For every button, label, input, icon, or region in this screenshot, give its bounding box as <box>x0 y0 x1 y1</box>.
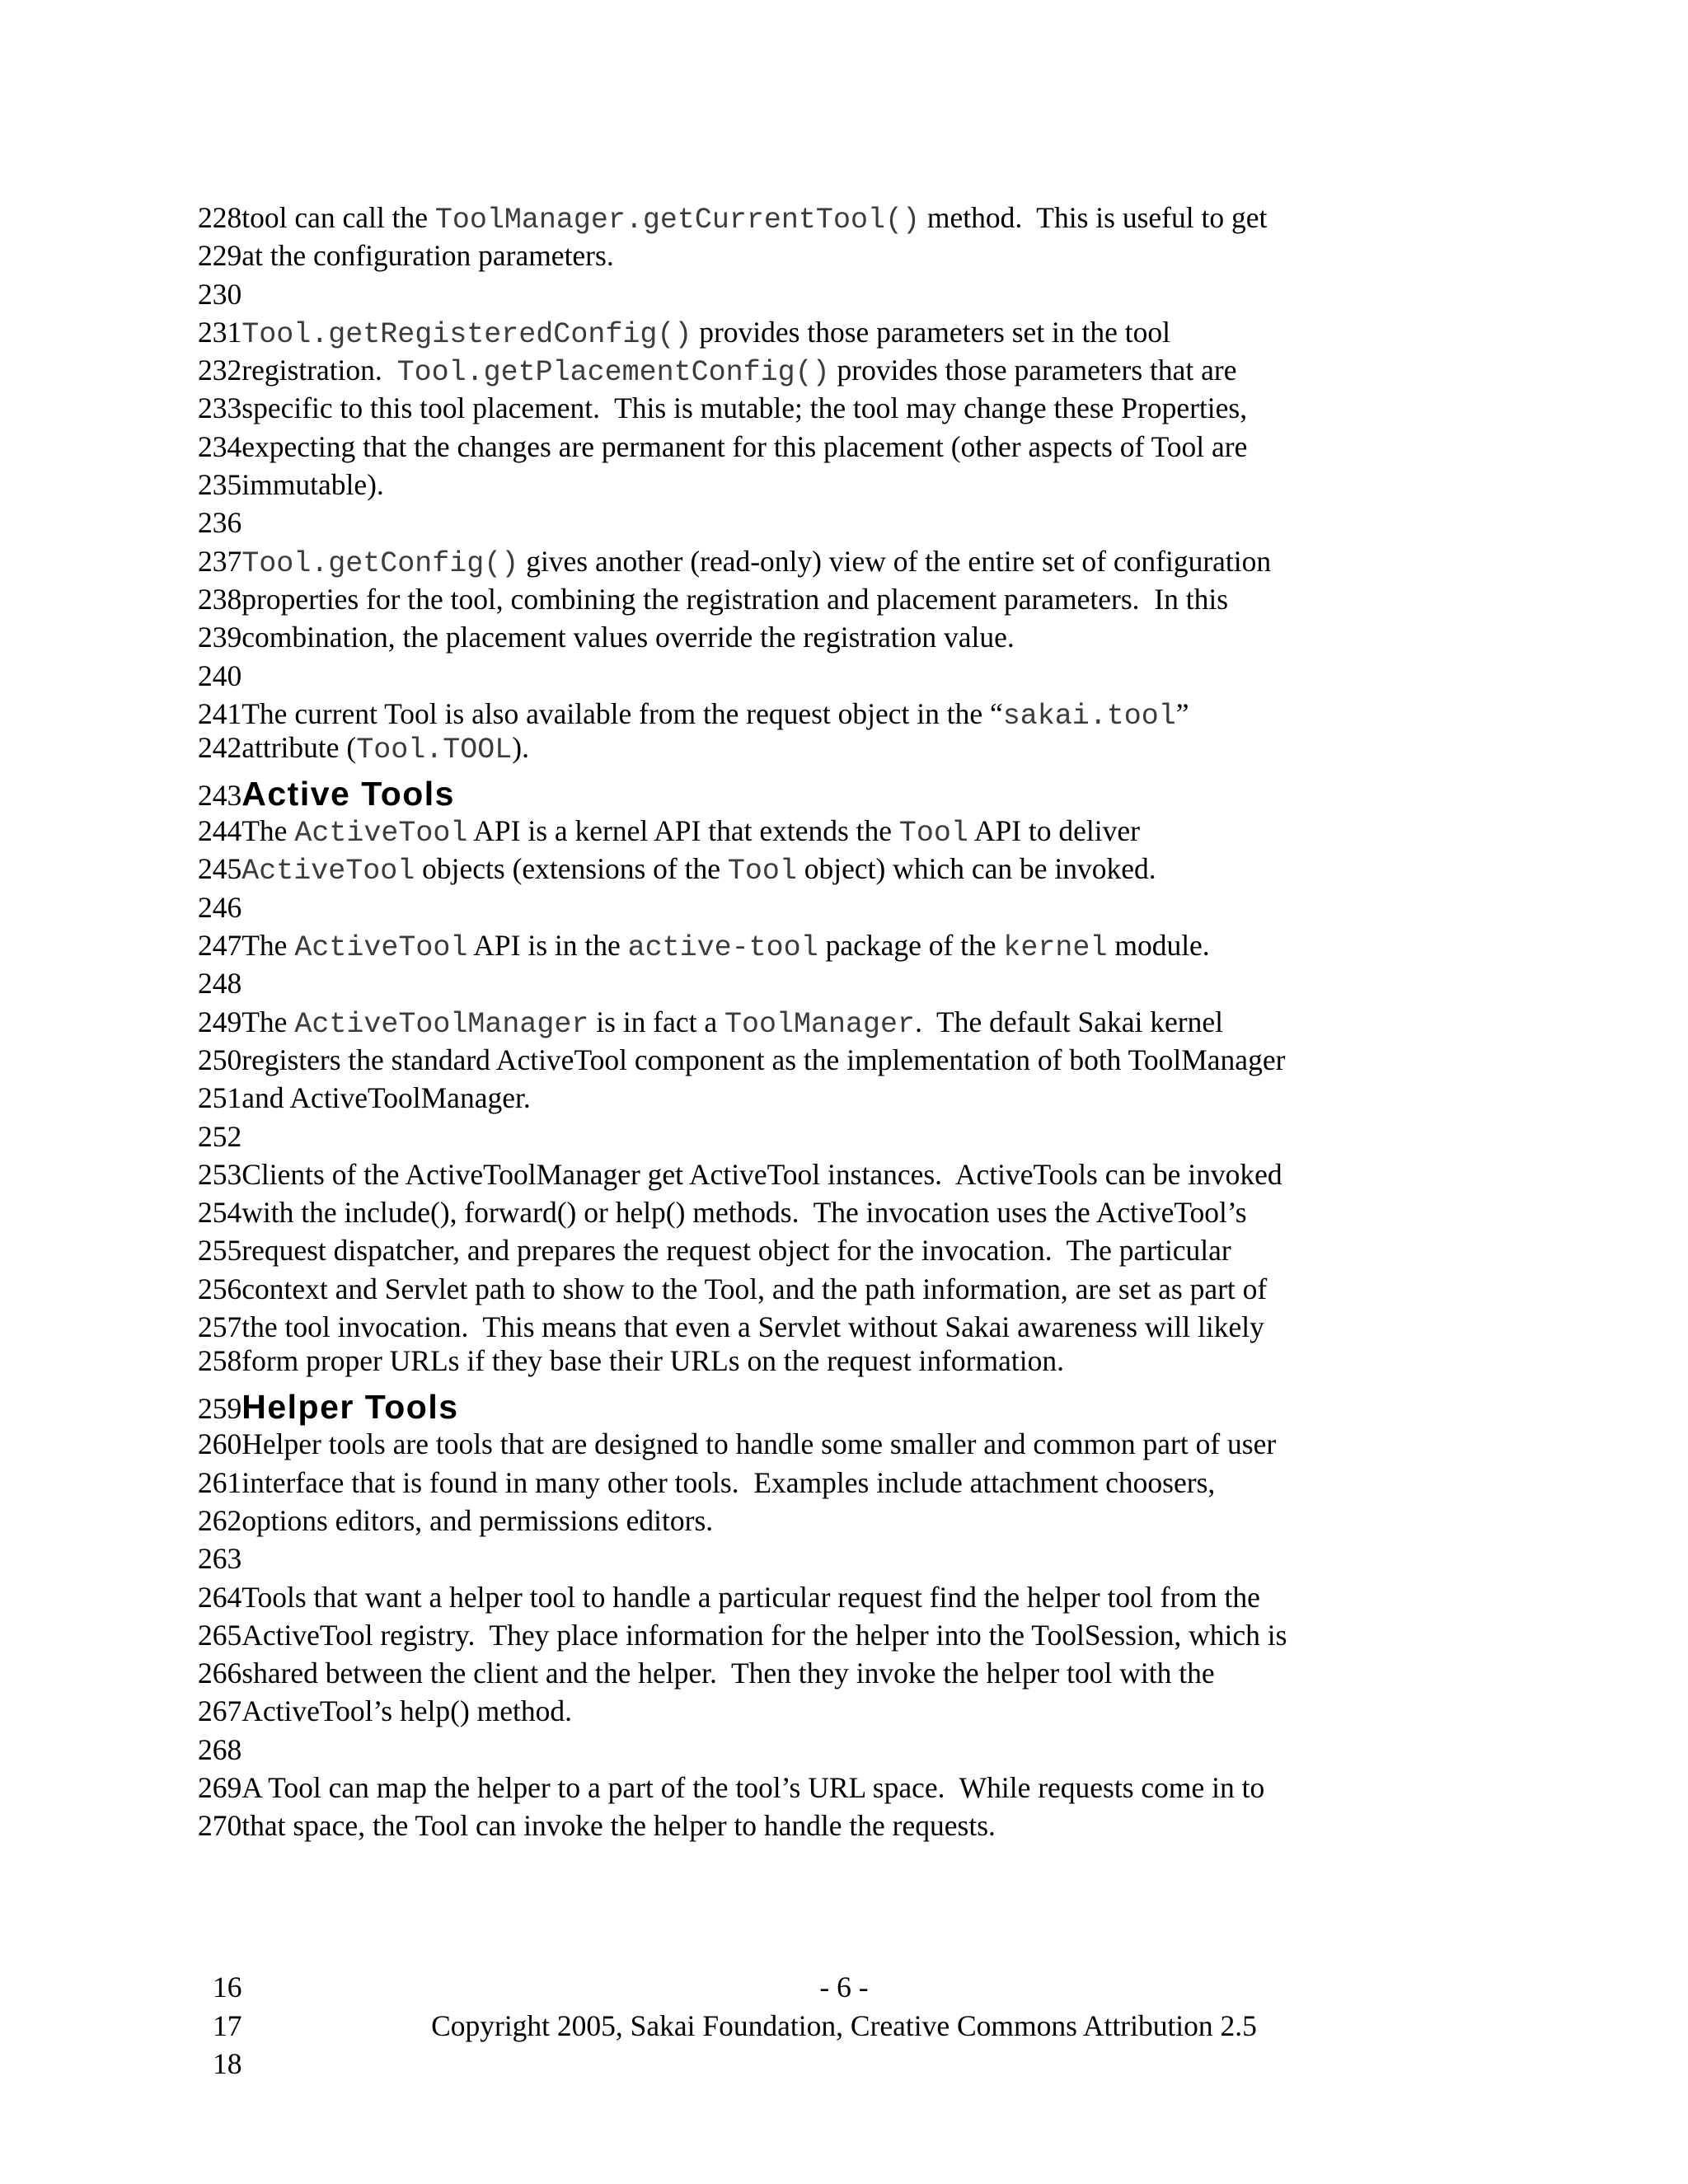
line-text: Clients of the ActiveToolManager get ActiveTool instances. ActiveTools can be invoked <box>241 1157 1282 1191</box>
text-line <box>198 1231 1484 1269</box>
line-number: 258 <box>198 1344 242 1378</box>
line-number: 257 <box>198 1310 242 1344</box>
line-number: 249 <box>198 1005 242 1038</box>
line-number: 228 <box>198 201 242 234</box>
line-number: 261 <box>198 1465 242 1499</box>
line-number: 266 <box>198 1657 242 1690</box>
code-identifier: sakai.tool <box>1002 699 1176 733</box>
text-line <box>198 618 1484 656</box>
text-line <box>198 351 1484 389</box>
line-text: ). <box>512 731 529 765</box>
line-number: 233 <box>198 391 242 425</box>
line-text: combination, the placement values override the registration value. <box>241 621 1015 654</box>
line-number: 250 <box>198 1043 242 1076</box>
line-text: that space, the Tool can invoke the helper to handle the requests. <box>241 1809 996 1843</box>
line-text: properties for the tool, combining the registration and placement parameters. In this <box>241 582 1229 616</box>
line-number: 238 <box>198 582 242 616</box>
line-text: shared between the client and the helper. Then they invoke the helper tool with the <box>241 1657 1215 1690</box>
line-number: 251 <box>198 1081 242 1115</box>
text-line <box>198 1731 1484 1769</box>
line-number: 255 <box>198 1234 242 1268</box>
text-line <box>198 1692 1484 1730</box>
section-heading <box>198 776 1484 812</box>
text-line <box>198 1079 1484 1117</box>
line-text: specific to this tool placement. This is mutable; the tool may change these Properties, <box>241 391 1248 425</box>
line-number: 239 <box>198 621 242 654</box>
line-text: context and Servlet path to show to the Tool, and the path information, are set as part of <box>241 1272 1268 1305</box>
line-number: 244 <box>198 814 242 848</box>
text-line <box>198 1807 1484 1844</box>
footer-line-number: 16 <box>213 1971 242 2004</box>
text-line <box>198 888 1484 926</box>
text-line <box>198 580 1484 618</box>
line-number: 252 <box>198 1119 242 1153</box>
heading-text: Active Tools <box>241 775 455 813</box>
text-line <box>198 695 1484 733</box>
code-identifier: Tool.getRegisteredConfig() <box>241 317 692 351</box>
code-identifier: ActiveToolManager <box>294 1007 589 1041</box>
line-text: with the include(), forward() or help() methods. The invocation uses the ActiveTool’s <box>241 1196 1247 1230</box>
text-line <box>198 1616 1484 1654</box>
text-line <box>198 504 1484 541</box>
line-text: at the configuration parameters. <box>241 239 614 273</box>
line-number: 264 <box>198 1580 242 1614</box>
heading-text: Helper Tools <box>241 1388 459 1427</box>
line-text: immutable). <box>241 468 384 502</box>
line-text: objects (extensions of the <box>415 852 728 886</box>
text-line <box>198 1118 1484 1155</box>
text-line <box>198 542 1484 580</box>
line-text: The <box>241 1005 295 1038</box>
line-text: provides those parameters set in the tool <box>692 315 1171 349</box>
line-number: 262 <box>198 1503 242 1537</box>
line-text: API to deliver <box>968 814 1140 848</box>
line-number: 267 <box>198 1694 242 1728</box>
line-number: 246 <box>198 890 242 924</box>
code-identifier: ToolManager.getCurrentTool() <box>434 204 920 237</box>
line-text: package of the <box>818 929 1004 963</box>
text-line <box>198 812 1484 850</box>
line-number: 229 <box>198 239 242 273</box>
text-line <box>198 466 1484 504</box>
line-number: 242 <box>198 731 242 765</box>
code-identifier: Tool.getPlacementConfig() <box>396 356 830 390</box>
text-line <box>198 1769 1484 1807</box>
line-number: 270 <box>198 1809 242 1843</box>
footer-line-number: 17 <box>213 2008 242 2042</box>
line-number: 240 <box>198 658 242 692</box>
line-text: tool can call the <box>241 201 435 234</box>
footer-line <box>0 2007 1688 2046</box>
code-identifier: active-tool <box>627 931 818 965</box>
line-text: The <box>241 929 295 963</box>
line-number: 232 <box>198 354 242 387</box>
code-identifier: Tool <box>898 817 968 851</box>
line-text: Helper tools are tools that are designed to handle some smaller and common part of user <box>241 1427 1277 1461</box>
line-text: the tool invocation. This means that even a Servlet without Sakai awareness will likely <box>241 1310 1264 1344</box>
line-number: 265 <box>198 1618 242 1652</box>
text-line <box>198 389 1484 427</box>
line-number: 256 <box>198 1272 242 1305</box>
section-heading <box>198 1389 1484 1425</box>
line-text: registration. <box>241 354 397 387</box>
text-line <box>198 1270 1484 1308</box>
text-line <box>198 850 1484 888</box>
line-number: 241 <box>198 696 242 730</box>
code-identifier: ActiveTool <box>294 931 468 965</box>
text-line <box>198 1425 1484 1463</box>
line-text: The current Tool is also available from the request object in the “ <box>241 696 1003 730</box>
code-identifier: Tool.TOOL <box>356 733 513 767</box>
text-line <box>198 1464 1484 1502</box>
line-number: 230 <box>198 277 242 311</box>
line-text: . The default Sakai kernel <box>915 1005 1223 1038</box>
line-text: module. <box>1107 929 1210 963</box>
page-body <box>198 199 1484 1845</box>
page-footer <box>0 1968 1688 2083</box>
line-text: options editors, and permissions editors. <box>241 1503 714 1537</box>
line-number: 260 <box>198 1427 242 1461</box>
text-line <box>198 1578 1484 1616</box>
code-identifier: ActiveTool <box>241 855 415 888</box>
line-text: form proper URLs if they base their URLs on the request information. <box>241 1344 1064 1378</box>
line-text: A Tool can map the helper to a part of the tool’s URL space. While requests come in to <box>241 1770 1265 1804</box>
line-text: method. This is useful to get <box>919 201 1268 234</box>
footer-line-number: 18 <box>213 2047 242 2080</box>
footer-line <box>0 1968 1688 2007</box>
page-number: - 6 - <box>819 1971 869 2004</box>
line-text: is in fact a <box>588 1005 725 1038</box>
text-line <box>198 1654 1484 1692</box>
text-line <box>198 237 1484 274</box>
line-text: expecting that the changes are permanent for this placement (other aspects of Tool are <box>241 429 1248 463</box>
line-text: registers the standard ActiveTool component as the implementation of both ToolManager <box>241 1043 1286 1076</box>
line-number: 234 <box>198 429 242 463</box>
line-number: 247 <box>198 929 242 963</box>
line-text: attribute ( <box>241 731 357 765</box>
text-line <box>198 1003 1484 1041</box>
line-text: request dispatcher, and prepares the request object for the invocation. The particular <box>241 1234 1231 1268</box>
text-line <box>198 657 1484 695</box>
line-number: 243 <box>198 779 242 813</box>
line-text: API is in the <box>467 929 628 963</box>
text-line <box>198 428 1484 466</box>
line-number: 248 <box>198 967 242 1001</box>
text-line <box>198 313 1484 351</box>
footer-line <box>0 2045 1688 2083</box>
copyright-notice: Copyright 2005, Sakai Foundation, Creative Commons Attribution 2.5 <box>431 2008 1257 2042</box>
line-number: 245 <box>198 852 242 886</box>
text-line <box>198 1540 1484 1577</box>
line-text: and ActiveToolManager. <box>241 1081 531 1115</box>
code-identifier: ActiveTool <box>294 817 468 851</box>
code-identifier: ToolManager <box>724 1007 916 1041</box>
line-number: 259 <box>198 1392 242 1426</box>
line-number: 237 <box>198 544 242 578</box>
line-text: ActiveTool’s help() method. <box>241 1694 572 1728</box>
line-number: 254 <box>198 1196 242 1230</box>
text-line <box>198 1155 1484 1193</box>
line-text: provides those parameters that are <box>829 354 1237 387</box>
line-number: 235 <box>198 468 242 502</box>
line-number: 269 <box>198 1770 242 1804</box>
text-line <box>198 1041 1484 1079</box>
text-line <box>198 1308 1484 1346</box>
line-number: 231 <box>198 315 242 349</box>
text-line <box>198 964 1484 1002</box>
line-text: gives another (read-only) view of the entire set of configuration <box>518 544 1272 578</box>
text-line <box>198 199 1484 237</box>
code-identifier: Tool <box>727 855 797 888</box>
line-number: 236 <box>198 506 242 540</box>
text-line <box>198 275 1484 313</box>
line-text: ” <box>1175 696 1189 730</box>
text-line <box>198 731 1484 767</box>
line-text: API is a kernel API that extends the <box>467 814 899 848</box>
line-text: ActiveTool registry. They place information for the helper into the ToolSession, which is <box>241 1618 1287 1652</box>
code-identifier: kernel <box>1003 931 1108 965</box>
text-line <box>198 1346 1484 1376</box>
code-identifier: Tool.getConfig() <box>241 546 519 580</box>
text-line <box>198 1502 1484 1540</box>
line-number: 263 <box>198 1542 242 1576</box>
line-text: object) which can be invoked. <box>796 852 1156 886</box>
line-text: interface that is found in many other tools. Examples include attachment choosers, <box>241 1465 1216 1499</box>
line-text: The <box>241 814 295 848</box>
line-number: 268 <box>198 1732 242 1766</box>
line-text: Tools that want a helper tool to handle a particular request find the helper tool from the <box>241 1580 1260 1614</box>
text-line <box>198 1193 1484 1231</box>
line-number: 253 <box>198 1157 242 1191</box>
text-line <box>198 926 1484 964</box>
